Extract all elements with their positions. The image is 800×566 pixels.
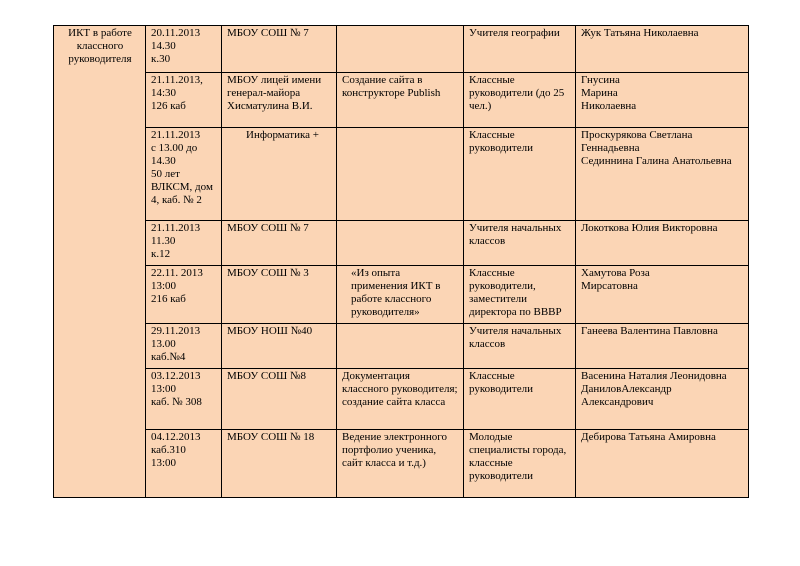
participants-cell: Классные руководители (до 25 чел.) bbox=[464, 73, 576, 128]
place-cell: МБОУ СОШ № 7 bbox=[222, 221, 337, 266]
participants-cell: Учителя начальных классов bbox=[464, 324, 576, 369]
subject-cell bbox=[337, 128, 464, 221]
subject-cell bbox=[337, 26, 464, 73]
presenters-cell: Хамутова Роза Мирсатовна bbox=[576, 266, 749, 324]
table-row bbox=[54, 324, 749, 369]
table-row bbox=[54, 369, 749, 430]
table-row bbox=[54, 128, 749, 221]
subject-cell bbox=[337, 221, 464, 266]
place-cell: МБОУ СОШ № 3 bbox=[222, 266, 337, 324]
presenters-cell: Жук Татьяна Николаевна bbox=[576, 26, 749, 73]
datetime-cell: 03.12.2013 13:00 каб. № 308 bbox=[146, 369, 222, 430]
place-cell: МБОУ лицей имени генерал-майора Хисматулина В.И. bbox=[222, 73, 337, 128]
place-cell: МБОУ НОШ №40 bbox=[222, 324, 337, 369]
subject-cell: «Из опыта применения ИКТ в работе классного руководителя» bbox=[337, 266, 464, 324]
table-row bbox=[54, 26, 749, 73]
datetime-cell: 22.11. 2013 13:00 216 каб bbox=[146, 266, 222, 324]
presenters-cell: Ганеева Валентина Павловна bbox=[576, 324, 749, 369]
datetime-cell: 20.11.2013 14.30 к.30 bbox=[146, 26, 222, 73]
schedule-table bbox=[53, 25, 749, 498]
datetime-cell: 04.12.2013 каб.310 13:00 bbox=[146, 430, 222, 498]
place-cell: МБОУ СОШ №8 bbox=[222, 369, 337, 430]
datetime-cell: 21.11.2013 с 13.00 до 14.30 50 лет ВЛКСМ, дом 4, каб. № 2 bbox=[146, 128, 222, 221]
table-row bbox=[54, 266, 749, 324]
table-row bbox=[54, 73, 749, 128]
table-row bbox=[54, 430, 749, 498]
participants-cell: Учителя географии bbox=[464, 26, 576, 73]
place-cell: Информатика + bbox=[222, 128, 337, 221]
participants-cell: Учителя начальных классов bbox=[464, 221, 576, 266]
datetime-cell: 21.11.2013 11.30 к.12 bbox=[146, 221, 222, 266]
datetime-cell: 29.11.2013 13.00 каб.№4 bbox=[146, 324, 222, 369]
participants-cell: Классные руководители bbox=[464, 369, 576, 430]
place-cell: МБОУ СОШ № 7 bbox=[222, 26, 337, 73]
participants-cell: Классные руководители bbox=[464, 128, 576, 221]
table-row bbox=[54, 221, 749, 266]
presenters-cell: Локоткова Юлия Викторовна bbox=[576, 221, 749, 266]
subject-cell: Ведение электронного портфолио ученика, сайт класса и т.д.) bbox=[337, 430, 464, 498]
place-cell: МБОУ СОШ № 18 bbox=[222, 430, 337, 498]
subject-cell: Создание сайта в конструкторе Publish bbox=[337, 73, 464, 128]
participants-cell: Молодые специалисты города, классные руководители bbox=[464, 430, 576, 498]
presenters-cell: Гнусина Марина Николаевна bbox=[576, 73, 749, 128]
presenters-cell: Дебирова Татьяна Амировна bbox=[576, 430, 749, 498]
datetime-cell: 21.11.2013, 14:30 126 каб bbox=[146, 73, 222, 128]
topic-cell: ИКТ в работе классного руководителя bbox=[54, 26, 146, 498]
presenters-cell: Васенина Наталия Леонидовна ДаниловАлександр Александрович bbox=[576, 369, 749, 430]
subject-cell: Документация классного руководителя; создание сайта класса bbox=[337, 369, 464, 430]
participants-cell: Классные руководители, заместители директора по ВВВР bbox=[464, 266, 576, 324]
presenters-cell: Проскурякова Светлана Геннадьевна Сединнина Галина Анатольевна bbox=[576, 128, 749, 221]
subject-cell bbox=[337, 324, 464, 369]
